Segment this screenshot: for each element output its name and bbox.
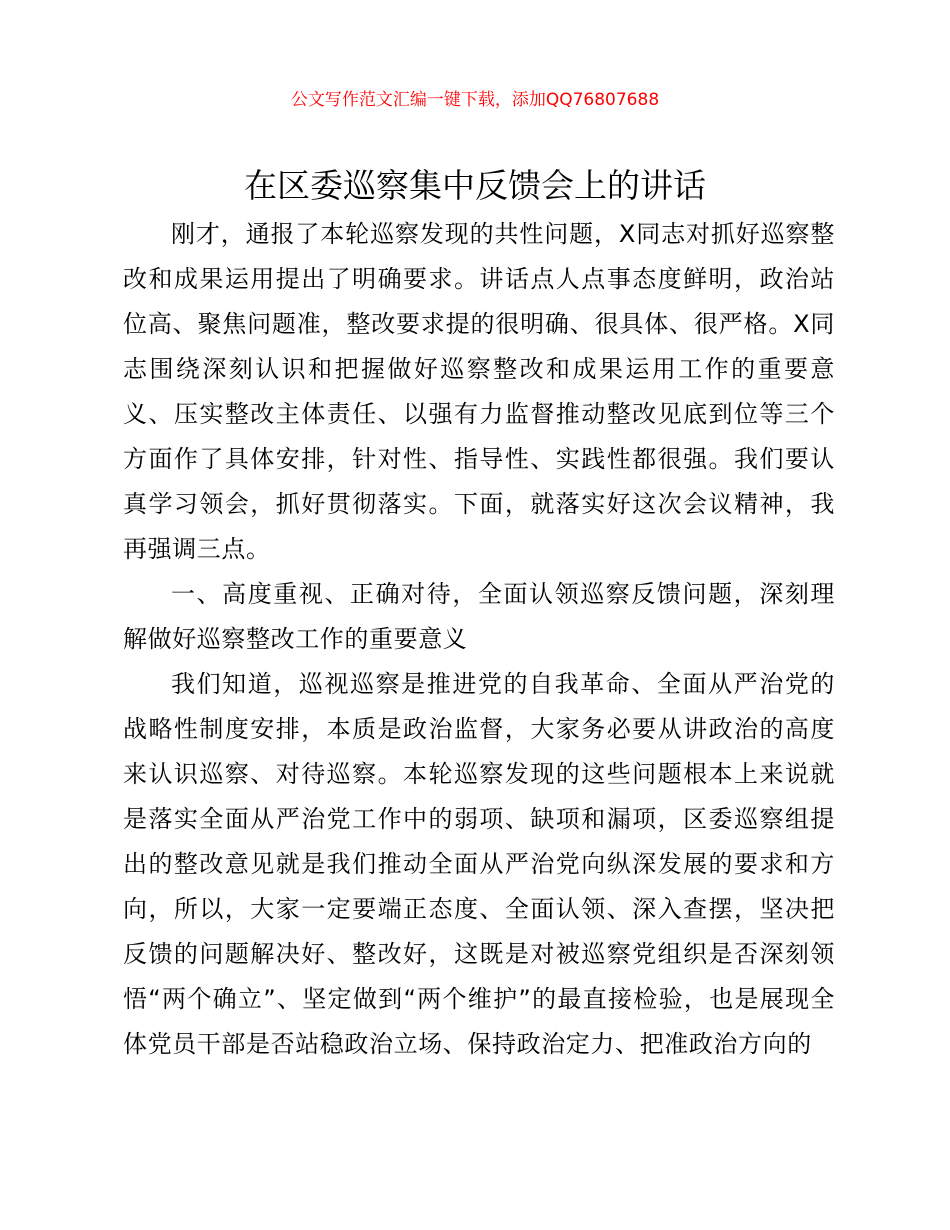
paragraph-intro: 刚才，通报了本轮巡察发现的共性问题，X同志对抓好巡察整改和成果运用提出了明确要求。讲话点人点事态度鲜明，政治站位高、聚焦问题准，整改要求提的很明确、很具体、很严格。X同志围绕深刻认识和把握做好巡察整改和成果运用工作的重要意义、压实整改主体责任、以强有力监督推动整改见底到位等三个方面作了具体安排，针对性、指导性、实践性都很强。我们要认真学习领会，抓好贯彻落实。下面，就落实好这次会议精神，我再强调三点。 — [123, 220, 835, 563]
download-watermark: 公文写作范文汇编一键下载，添加QQ76807688 — [290, 90, 660, 110]
document-body — [123, 212, 835, 1067]
section-heading-1: 一、高度重视、正确对待，全面认领巡察反馈问题，深刻理解做好巡察整改工作的重要意义 — [123, 580, 835, 653]
document-title: 在区委巡察集中反馈会上的讲话 — [244, 166, 706, 205]
paragraph-section-1: 我们知道，巡视巡察是推进党的自我革命、全面从严治党的战略性制度安排，本质是政治监督，大家务必要从讲政治的高度来认识巡察、对待巡察。本轮巡察发现的这些问题根本上来说就是落实全面从严治党工作中的弱项、缺项和漏项，区委巡察组提出的整改意见就是我们推动全面从严治党向纵深发展的要求和方向，所以，大家一定要端正态度、全面认领、深入查摆，坚决把反馈的问题解决好、整改好，这既是对被巡察党组织是否深刻领悟“两个确立”、坚定做到“两个维护”的最直接检验，也是展现全体党员干部是否站稳政治立场、保持政治定力、把准政治方向的 — [123, 670, 835, 1058]
